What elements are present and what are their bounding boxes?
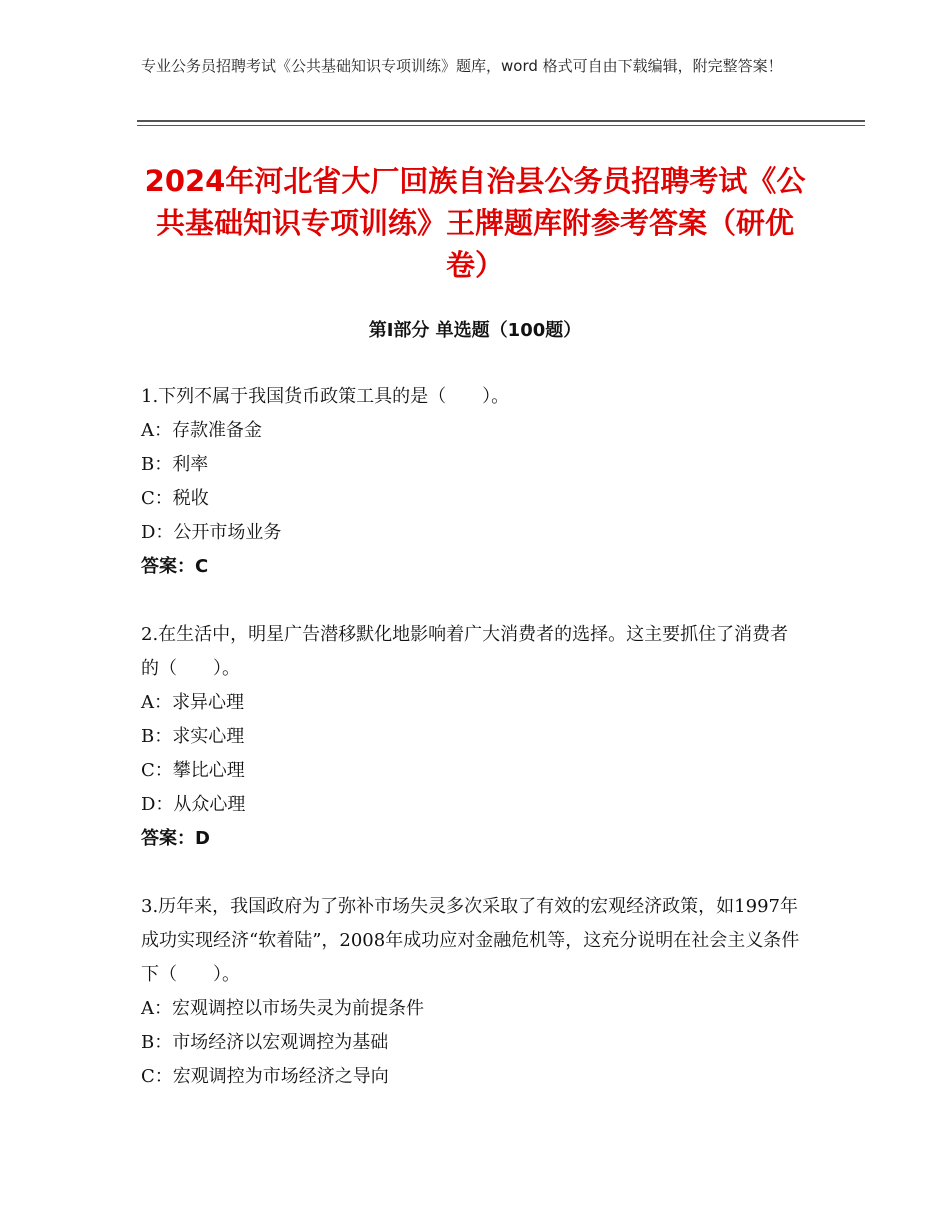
option-b: B：市场经济以宏观调控为基础: [141, 1032, 389, 1053]
option-c: C：攀比心理: [141, 760, 245, 781]
option-a: A：求异心理: [141, 692, 244, 713]
question-2: [141, 618, 801, 856]
option-d: D：公开市场业务: [141, 522, 282, 543]
option-a: A：存款准备金: [141, 420, 262, 441]
question-stem: 2.在生活中，明星广告潜移默化地影响着广大消费者的选择。这主要抓住了消费者的（ ）。: [141, 624, 789, 679]
section-heading: 第Ⅰ部分 单选题（100题）: [368, 320, 582, 341]
question-1: [141, 380, 801, 584]
option-c: C：宏观调控为市场经济之导向: [141, 1066, 389, 1087]
question-3: [141, 890, 801, 1094]
option-b: B：求实心理: [141, 726, 245, 747]
option-d: D：从众心理: [141, 794, 246, 815]
header-rule-thick: [137, 120, 865, 122]
question-stem: 3.历年来，我国政府为了弥补市场失灵多次采取了有效的宏观经济政策，如1997年成功实现经济“软着陆”，2008年成功应对金融危机等，这充分说明在社会主义条件下（ ）。: [141, 896, 800, 985]
option-b: B：利率: [141, 454, 209, 475]
answer-line: 答案：D: [141, 828, 210, 849]
document-title: 2024年河北省大厂回族自治县公务员招聘考试《公共基础知识专项训练》王牌题库附参考答案（研优卷）: [144, 164, 806, 282]
header-rule-thin: [137, 125, 865, 126]
answer-line: 答案：C: [141, 556, 209, 577]
option-c: C：税收: [141, 488, 209, 509]
header-note: 专业公务员招聘考试《公共基础知识专项训练》题库，word 格式可自由下载编辑，附完整答案！: [141, 57, 783, 75]
question-stem: 1.下列不属于我国货币政策工具的是（ ）。: [141, 386, 510, 407]
option-a: A：宏观调控以市场失灵为前提条件: [141, 998, 424, 1019]
